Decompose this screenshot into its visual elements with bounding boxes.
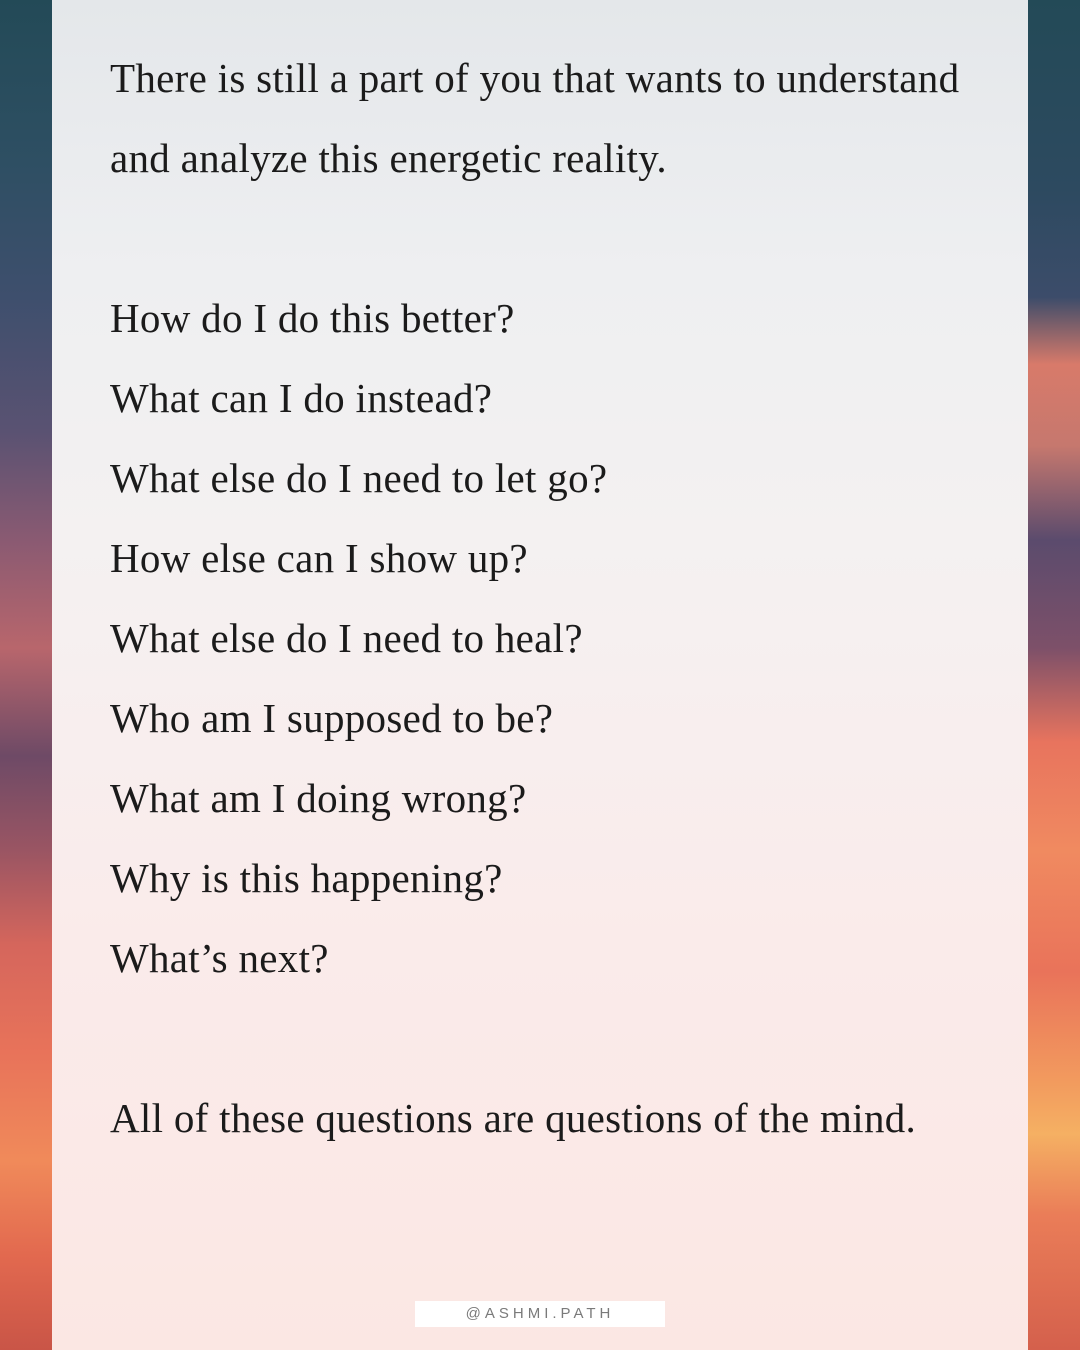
question-item: What am I doing wrong? bbox=[110, 775, 527, 821]
question-item: What’s next? bbox=[110, 935, 329, 981]
question-item: Why is this happening? bbox=[110, 855, 503, 901]
closing-paragraph: All of these questions are questions of the mind. bbox=[110, 1095, 917, 1141]
question-item: What else do I need to heal? bbox=[110, 615, 583, 661]
post-content bbox=[110, 38, 990, 1158]
sunset-sky-right bbox=[1028, 0, 1080, 1350]
question-list bbox=[110, 278, 990, 998]
intro-paragraph: There is still a part of you that wants to understand and analyze this energetic reality. bbox=[110, 55, 960, 181]
paragraph-gap bbox=[110, 998, 990, 1078]
question-item: Who am I supposed to be? bbox=[110, 695, 554, 741]
question-item: How else can I show up? bbox=[110, 535, 528, 581]
question-item: How do I do this better? bbox=[110, 295, 515, 341]
author-handle: @ASHMI.PATH bbox=[415, 1301, 665, 1327]
paragraph-gap bbox=[110, 198, 990, 278]
sunset-sky-left bbox=[0, 0, 52, 1350]
question-item: What can I do instead? bbox=[110, 375, 493, 421]
question-item: What else do I need to let go? bbox=[110, 455, 608, 501]
